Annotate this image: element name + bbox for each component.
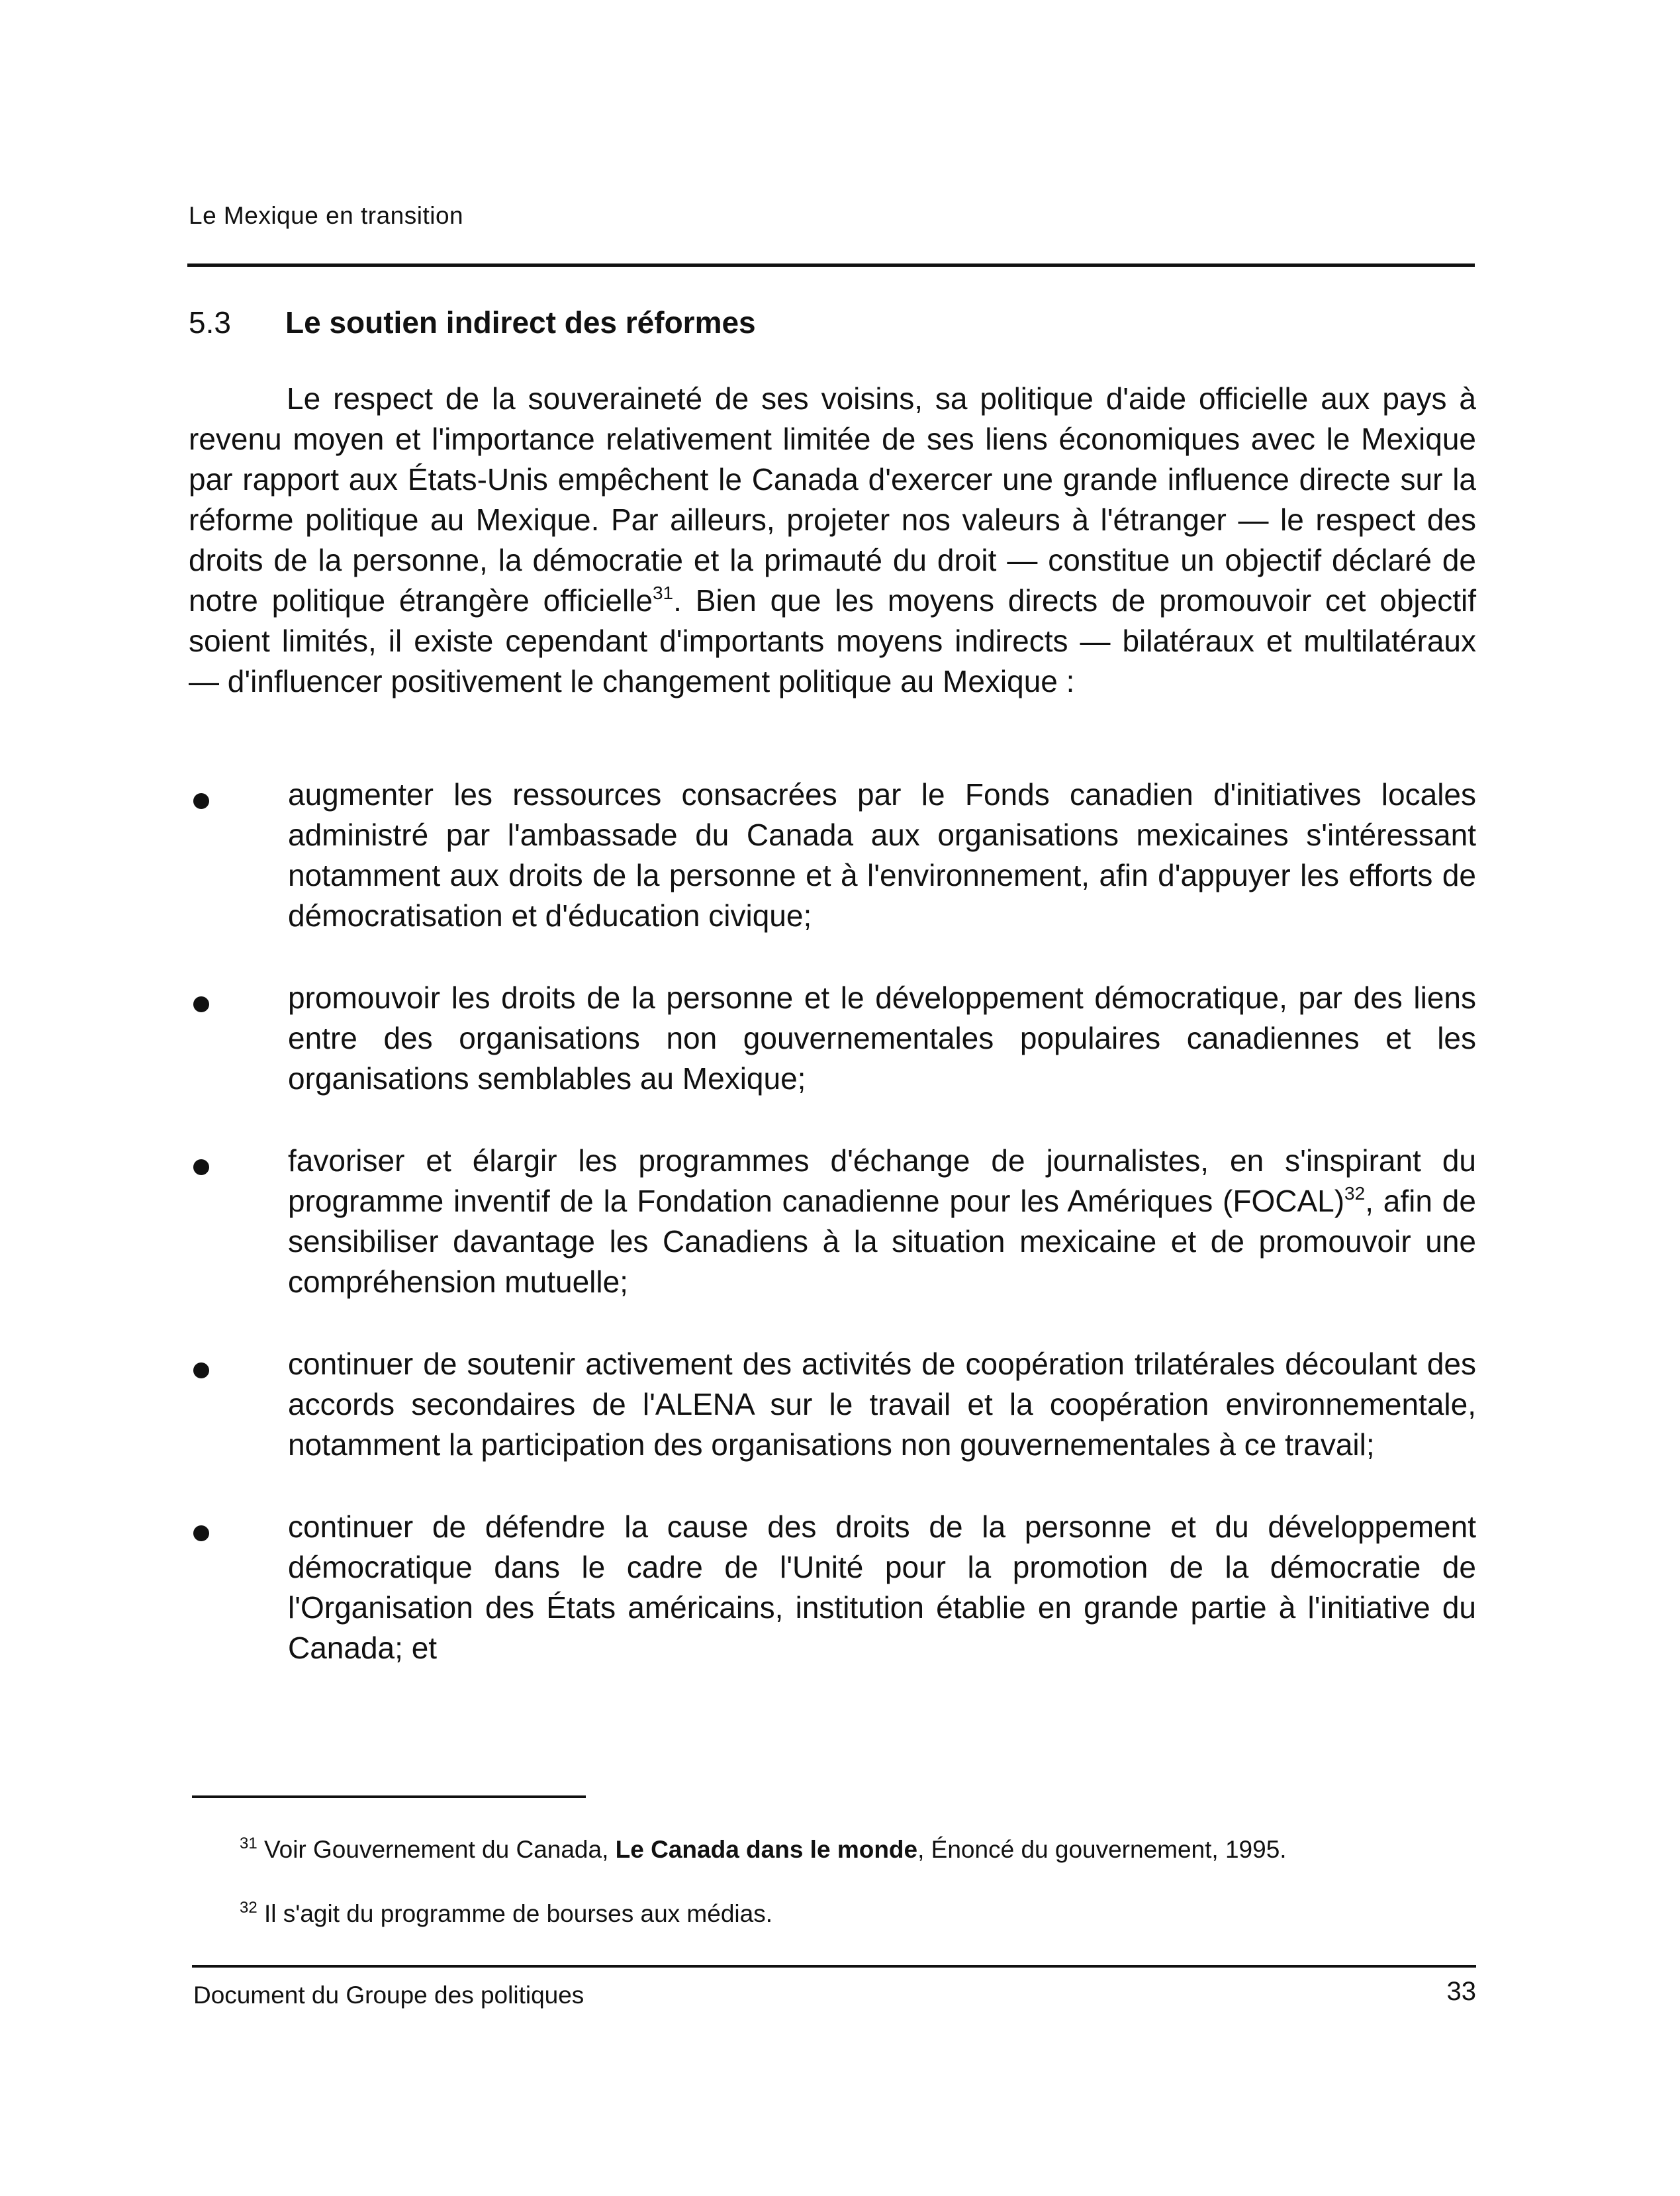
running-header: Le Mexique en transition bbox=[189, 202, 464, 229]
page-number: 33 bbox=[1446, 1977, 1476, 2006]
footnote-text: Voir Gouvernement du Canada, bbox=[263, 1836, 616, 1863]
footnote-ref: 32 bbox=[1344, 1183, 1366, 1204]
list-item-text: continuer de défendre la cause des droits de la personne et du développement démocratique dans le cadre de l'Unité pour la promotion de la démocratie de l'Organisation des États américains, institution établie en grande partie à l'initiative du Canada; et bbox=[288, 1509, 1476, 1665]
bullet-icon bbox=[193, 1159, 209, 1175]
header-rule bbox=[187, 263, 1475, 267]
footnote-number: 32 bbox=[240, 1899, 257, 1917]
section-number: 5.3 bbox=[189, 305, 231, 340]
footnote-text-continued: , Énoncé du gouvernement, 1995. bbox=[917, 1836, 1287, 1863]
footnote-number: 31 bbox=[240, 1835, 257, 1852]
list-item-text: promouvoir les droits de la personne et le développement démocratique, par des liens entre des organisations non gouvernementales populaires canadiennes et les organisations semblables au Mexique; bbox=[288, 980, 1476, 1096]
footnote-cited-title: Le Canada dans le monde bbox=[615, 1836, 918, 1863]
footnote bbox=[240, 1834, 1287, 1866]
list-item-text: continuer de soutenir activement des activités de coopération trilatérales découlant des accords secondaires de l'ALENA sur le travail et la coopération environnementale, notamment la participation des organisations non gouvernementales à ce travail; bbox=[288, 1347, 1476, 1462]
footnote-rule bbox=[192, 1795, 586, 1798]
list-item-text: favoriser et élargir les programmes d'échange de journalistes, en s'inspirant du programme inventif de la Fondation canadienne pour les Amériques (FOCAL) bbox=[288, 1143, 1476, 1218]
footnote-ref: 31 bbox=[652, 583, 674, 603]
intro-text-continued: . Bien que les moyens directs de promouvoir cet objectif soient limités, il existe cependant d'importants moyens indirects — bilatéraux et multilatéraux — d'influencer positivement le changement politique au Mexique : bbox=[189, 583, 1476, 698]
list-item bbox=[189, 1141, 1476, 1302]
intro-paragraph bbox=[189, 379, 1476, 702]
footer-document-label: Document du Groupe des politiques bbox=[193, 1981, 584, 2009]
footnote bbox=[240, 1898, 772, 1930]
bullet-icon bbox=[193, 996, 209, 1012]
list-item-text-continued: , afin de sensibiliser davantage les Canadiens à la situation mexicaine et de promouvoir une compréhension mutuelle; bbox=[288, 1184, 1476, 1299]
bullet-list bbox=[189, 775, 1476, 1710]
intro-text: Le respect de la souveraineté de ses voisins, sa politique d'aide officielle aux pays à revenu moyen et l'importance relativement limitée de ses liens économiques avec le Mexique par rapport aux États-Unis empêchent le Canada d'exercer une grande influence directe sur la réforme politique au Mexique. Par ailleurs, projeter nos valeurs à l'étranger — le respect des droits de la personne, la démocratie et la primauté du droit — constitue un objectif déclaré de notre politique étrangère officielle bbox=[189, 381, 1476, 618]
bullet-icon bbox=[193, 793, 209, 809]
footer-rule bbox=[192, 1965, 1476, 1968]
section-heading bbox=[189, 305, 756, 340]
footnote-text: Il s'agit du programme de bourses aux médias. bbox=[263, 1900, 772, 1927]
list-item bbox=[189, 775, 1476, 936]
section-title: Le soutien indirect des réformes bbox=[285, 305, 756, 340]
list-item bbox=[189, 1507, 1476, 1668]
list-item bbox=[189, 1344, 1476, 1465]
bullet-icon bbox=[193, 1362, 209, 1378]
bullet-icon bbox=[193, 1525, 209, 1541]
list-item-text: augmenter les ressources consacrées par le Fonds canadien d'initiatives locales administré par l'ambassade du Canada aux organisations mexicaines s'intéressant notamment aux droits de la personne et à l'environnement, afin d'appuyer les efforts de démocratisation et d'éducation civique; bbox=[288, 777, 1476, 933]
list-item bbox=[189, 978, 1476, 1099]
